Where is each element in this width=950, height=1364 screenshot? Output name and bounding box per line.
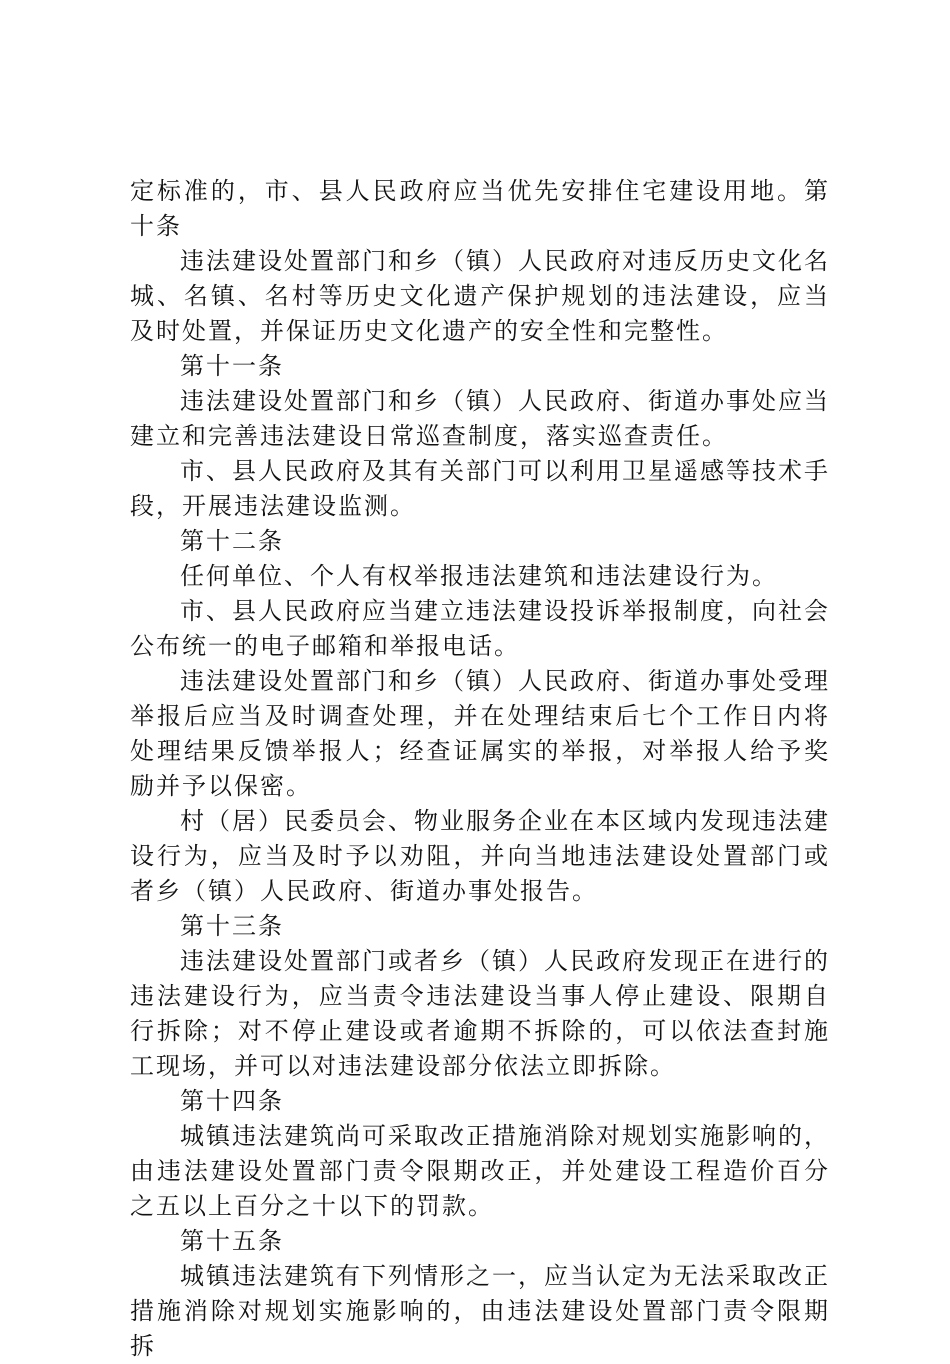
- article-heading-12: 第十二条: [180, 527, 284, 555]
- paragraph-8: 村（居）民委员会、物业服务企业在本区域内发现违法建设行为，应当及时予以劝阻，并向当地违法建设处置部门或者乡（镇）人民政府、街道办事处报告。: [130, 807, 830, 905]
- paragraph-9: 违法建设处置部门或者乡（镇）人民政府发现正在进行的违法建设行为，应当责令违法建设当事人停止建设、限期自行拆除；对不停止建设或者逾期不拆除的，可以依法查封施工现场，并可以对违法建设部分依法立即拆除。: [130, 947, 830, 1080]
- paragraph-3: 违法建设处置部门和乡（镇）人民政府、街道办事处应当建立和完善违法建设日常巡查制度，落实巡查责任。: [130, 387, 830, 450]
- document-body: [130, 174, 830, 1364]
- article-heading-14: 第十四条: [180, 1087, 284, 1115]
- paragraph-4: 市、县人民政府及其有关部门可以利用卫星遥感等技术手段，开展违法建设监测。: [130, 457, 830, 520]
- paragraph-2: 违法建设处置部门和乡（镇）人民政府对违反历史文化名城、名镇、名村等历史文化遗产保护规划的违法建设，应当及时处置，并保证历史文化遗产的安全性和完整性。: [130, 247, 830, 345]
- article-heading-11: 第十一条: [180, 352, 284, 380]
- paragraph-7: 违法建设处置部门和乡（镇）人民政府、街道办事处受理举报后应当及时调查处理，并在处理结束后七个工作日内将处理结果反馈举报人；经查证属实的举报，对举报人给予奖励并予以保密。: [130, 667, 830, 800]
- paragraph-11: 城镇违法建筑有下列情形之一，应当认定为无法采取改正措施消除对规划实施影响的，由违法建设处置部门责令限期拆: [130, 1262, 830, 1360]
- paragraph-10: 城镇违法建筑尚可采取改正措施消除对规划实施影响的，由违法建设处置部门责令限期改正，并处建设工程造价百分之五以上百分之十以下的罚款。: [130, 1122, 830, 1220]
- paragraph-6: 市、县人民政府应当建立违法建设投诉举报制度，向社会公布统一的电子邮箱和举报电话。: [130, 597, 830, 660]
- article-heading-15: 第十五条: [180, 1227, 284, 1255]
- article-heading-13: 第十三条: [180, 912, 284, 940]
- paragraph-5: 任何单位、个人有权举报违法建筑和违法建设行为。: [180, 562, 778, 590]
- paragraph-1: 定标准的，市、县人民政府应当优先安排住宅建设用地。第十条: [130, 177, 830, 240]
